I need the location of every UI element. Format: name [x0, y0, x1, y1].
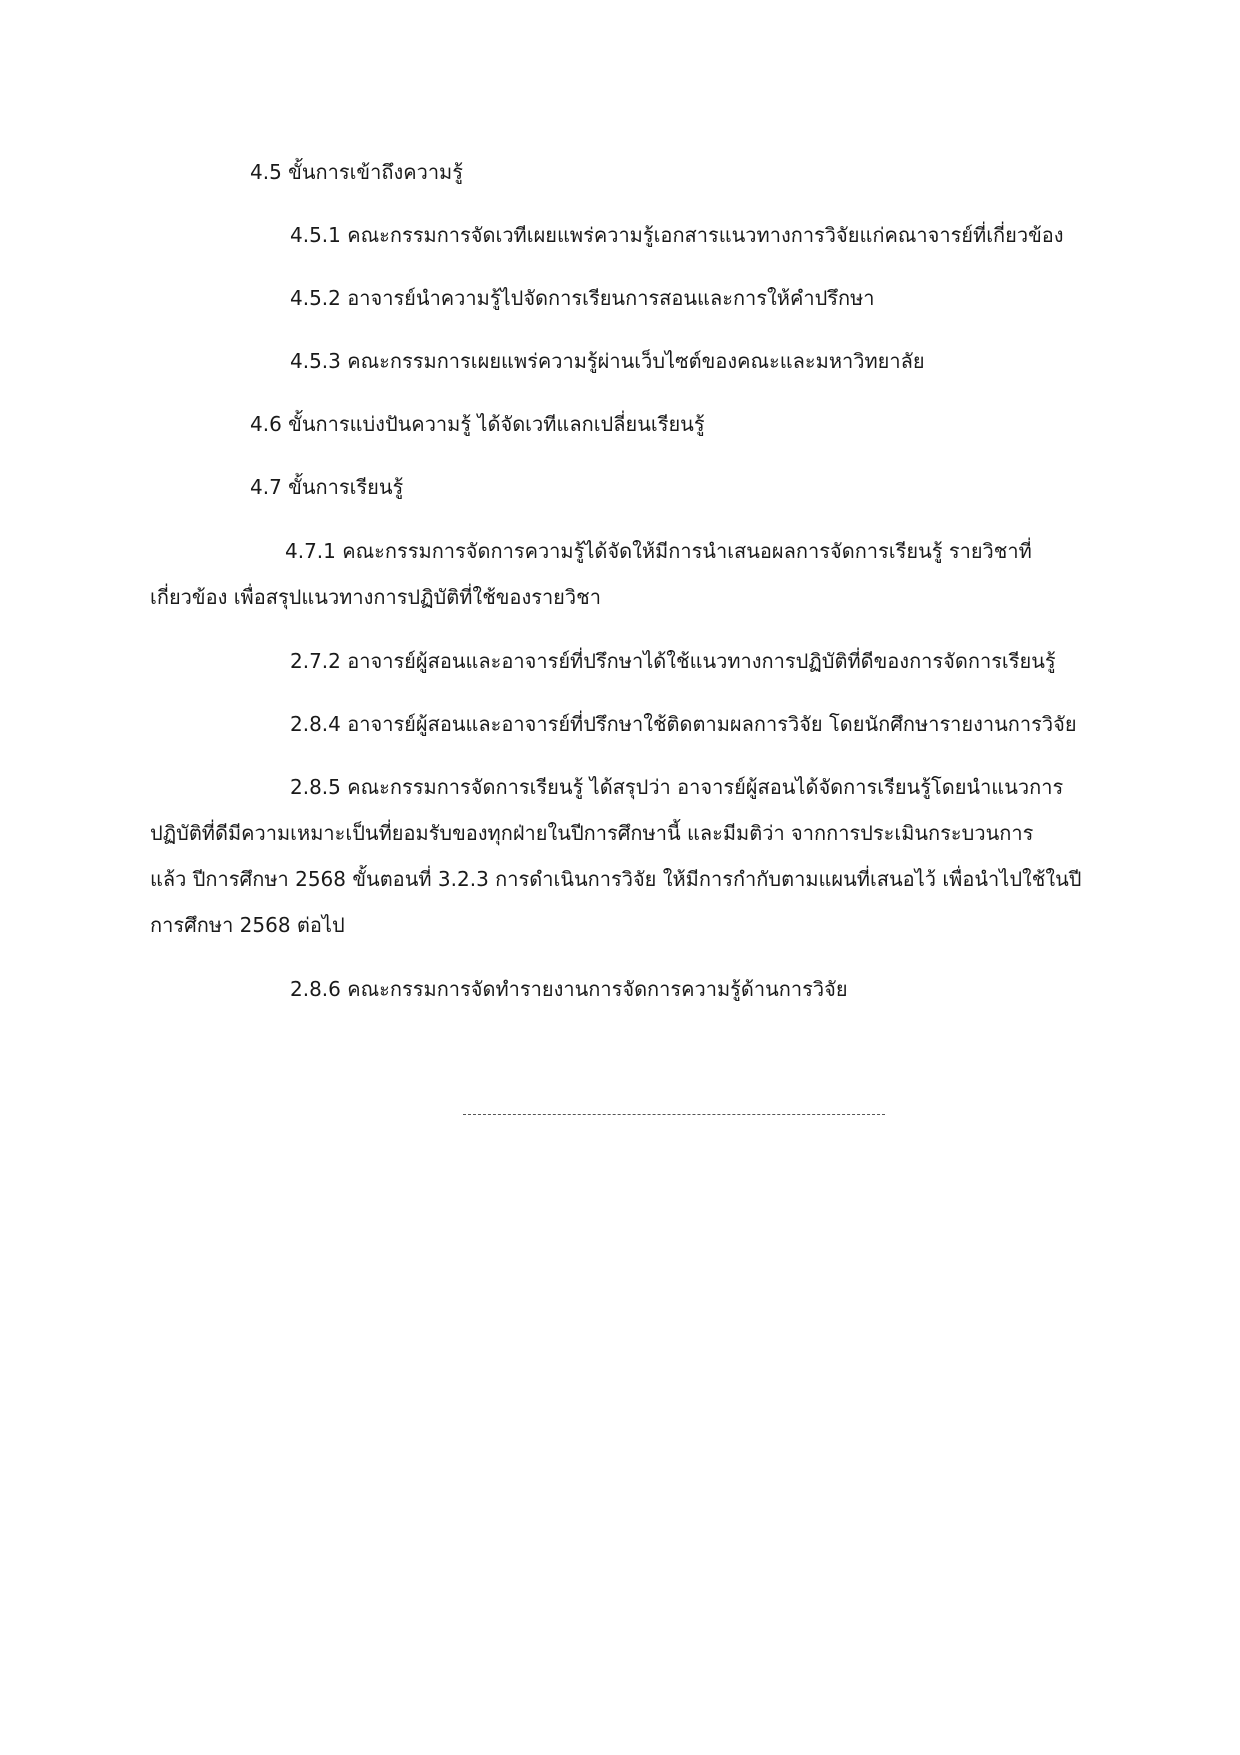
section-heading-4-7: 4.7 ขั้นการเรียนรู้	[250, 475, 404, 499]
section-heading-4-5: 4.5 ขั้นการเข้าถึงความรู้	[250, 160, 463, 184]
subsection-2-8-5-line-1: 2.8.5 คณะกรรมการจัดการเรียนรู้ ได้สรุปว่า อาจารย์ผู้สอนได้จัดการเรียนรู้โดยนำแนวการ	[290, 775, 1064, 799]
subsection-4-7-1-line-1: 4.7.1 คณะกรรมการจัดการความรู้ได้จัดให้มีการนำเสนอผลการจัดการเรียนรู้ รายวิชาที่	[285, 539, 1032, 563]
subsection-2-8-5-line-2: ปฏิบัติที่ดีมีความเหมาะเป็นที่ยอมรับของทุกฝ่ายในปีการศึกษานี้ และมีมติว่า จากการประเมินกระบวนการ	[150, 821, 1034, 845]
subsection-2-8-6: 2.8.6 คณะกรรมการจัดทำรายงานการจัดการความรู้ด้านการวิจัย	[290, 977, 848, 1001]
subsection-4-5-1: 4.5.1 คณะกรรมการจัดเวทีเผยแพร่ความรู้เอกสารแนวทางการวิจัยแก่คณาจารย์ที่เกี่ยวข้อง	[290, 223, 1064, 247]
subsection-2-7-2: 2.7.2 อาจารย์ผู้สอนและอาจารย์ที่ปรึกษาได้ใช้แนวทางการปฏิบัติที่ดีของการจัดการเรียนรู้	[290, 649, 1056, 673]
section-heading-4-6: 4.6 ขั้นการแบ่งปันความรู้ ได้จัดเวทีแลกเปลี่ยนเรียนรู้	[250, 412, 705, 436]
subsection-4-5-3: 4.5.3 คณะกรรมการเผยแพร่ความรู้ผ่านเว็บไซต์ของคณะและมหาวิทยาลัย	[290, 349, 925, 373]
subsection-2-8-5-line-3: แล้ว ปีการศึกษา 2568 ขั้นตอนที่ 3.2.3 การดำเนินการวิจัย ให้มีการกำกับตามแผนที่เสนอไว้ เพื่อนำไปใช้ในปี	[150, 867, 1082, 891]
subsection-2-8-4: 2.8.4 อาจารย์ผู้สอนและอาจารย์ที่ปรึกษาใช้ติดตามผลการวิจัย โดยนักศึกษารายงานการวิจัย	[290, 712, 1077, 736]
end-divider	[463, 1114, 885, 1115]
subsection-4-7-1-line-2: เกี่ยวข้อง เพื่อสรุปแนวทางการปฏิบัติที่ใช้ของรายวิชา	[150, 585, 601, 609]
subsection-4-5-2: 4.5.2 อาจารย์นำความรู้ไปจัดการเรียนการสอนและการให้คำปรึกษา	[290, 286, 875, 310]
subsection-2-8-5-line-4: การศึกษา 2568 ต่อไป	[150, 913, 345, 937]
